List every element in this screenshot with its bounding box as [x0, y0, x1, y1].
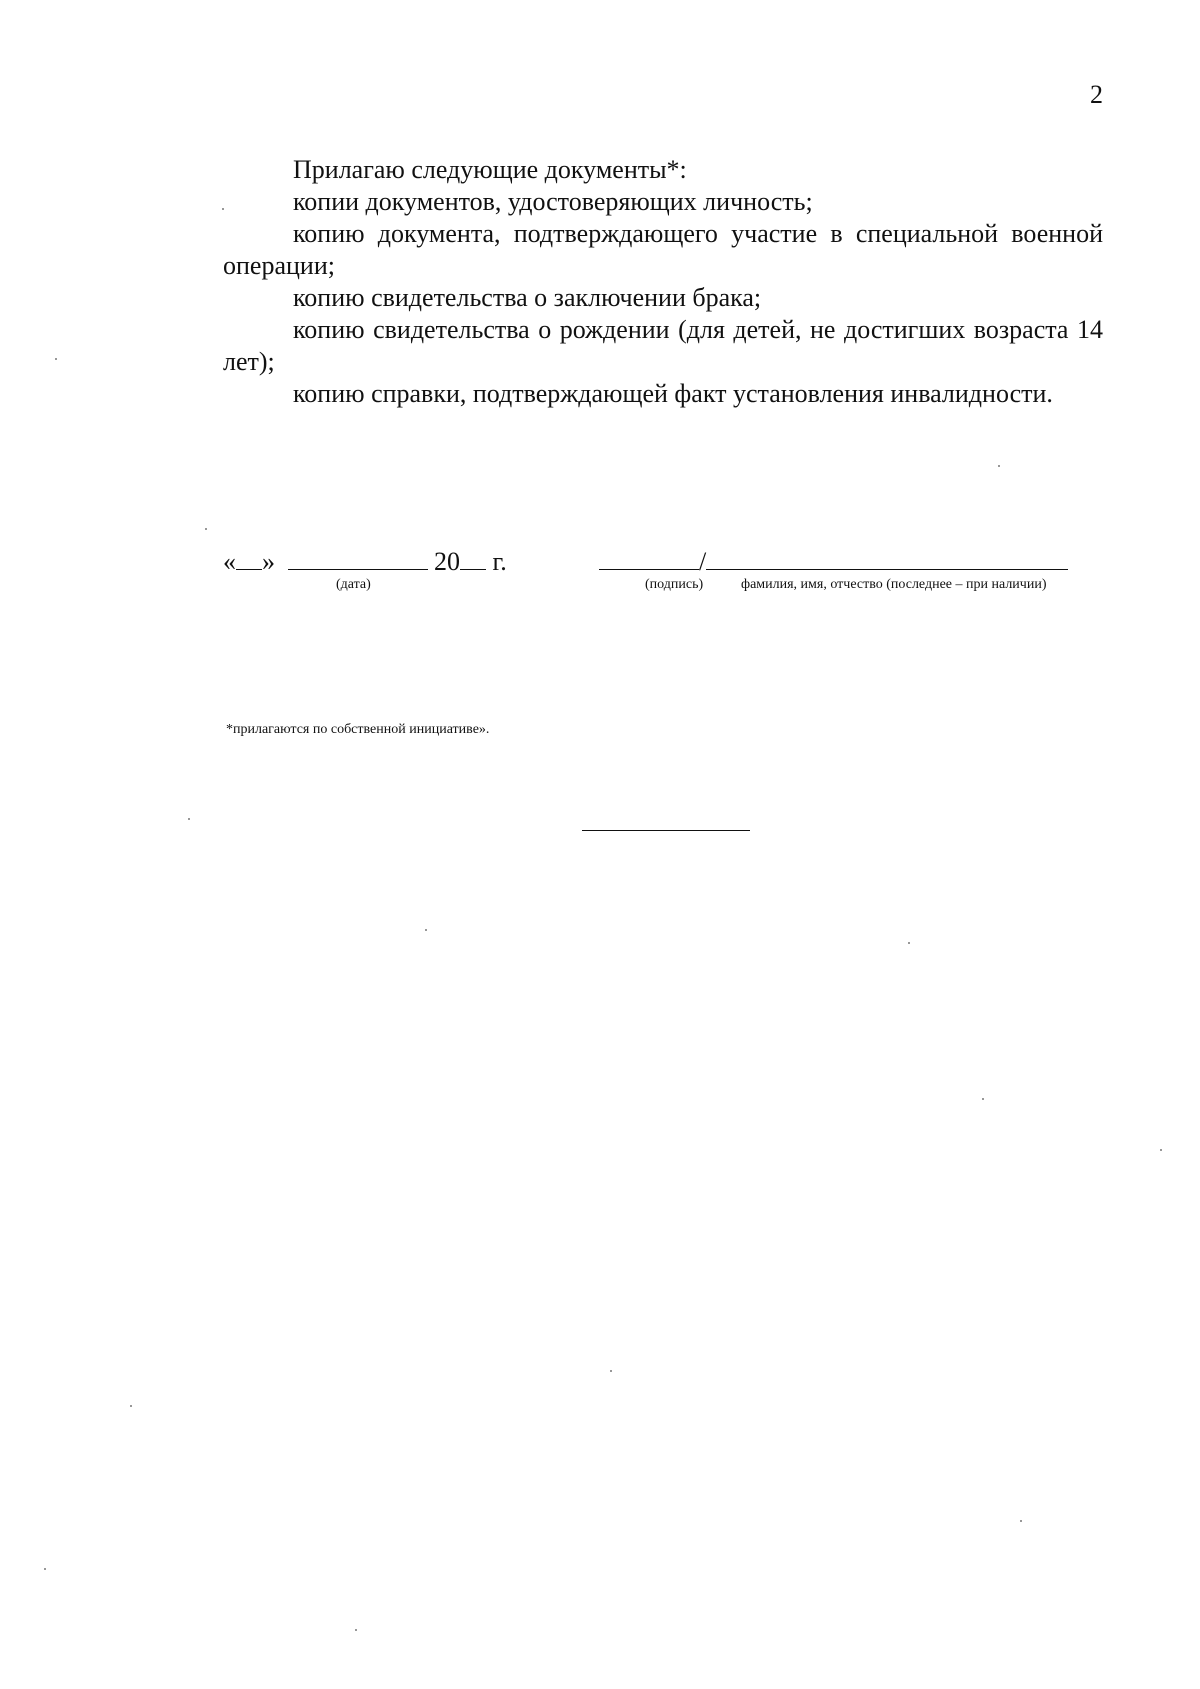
- signature-blank[interactable]: [599, 545, 699, 570]
- attachment-item-disability: копию справки, подтверждающей факт установления инвалидности.: [293, 379, 1053, 408]
- month-blank[interactable]: [288, 545, 428, 570]
- attachment-item-svo: копию документа, подтверждающего участие в специальной военной операции;: [223, 219, 1103, 280]
- year-blank[interactable]: [460, 545, 486, 570]
- signature-line: [599, 545, 1068, 577]
- scan-speck: [982, 1098, 984, 1100]
- date-caption: (дата): [336, 577, 371, 592]
- attachments-intro: Прилагаю следующие документы*:: [293, 155, 687, 184]
- scan-speck: [1160, 1149, 1162, 1151]
- signature-caption: (подпись): [645, 577, 704, 592]
- scan-speck: [188, 818, 190, 820]
- attachments-list: [223, 154, 1103, 410]
- year-prefix: 20: [434, 547, 460, 576]
- scan-speck: [425, 929, 427, 931]
- date-line: [223, 545, 507, 577]
- day-blank[interactable]: [236, 545, 262, 570]
- scan-speck: [222, 208, 224, 210]
- full-name-caption: фамилия, имя, отчество (последнее – при наличии): [741, 577, 1047, 592]
- page-number: 2: [1090, 80, 1103, 109]
- scan-speck: [130, 1405, 132, 1407]
- scan-speck: [1020, 1520, 1022, 1522]
- scan-speck: [205, 528, 207, 530]
- scan-speck: [998, 465, 1000, 467]
- year-suffix: г.: [492, 547, 507, 576]
- attachment-item-identity: копии документов, удостоверяющих личность;: [293, 187, 813, 216]
- scan-speck: [44, 1568, 46, 1570]
- footnote: *прилагаются по собственной инициативе».: [226, 722, 490, 737]
- scan-speck: [908, 942, 910, 944]
- date-open-quote: «: [223, 547, 236, 576]
- scan-speck: [610, 1370, 612, 1372]
- scan-speck: [355, 1629, 357, 1631]
- attachment-item-marriage: копию свидетельства о заключении брака;: [293, 283, 762, 312]
- attachment-item-birth: копию свидетельства о рождении (для детей, не достигших возраста 14 лет);: [223, 315, 1103, 376]
- full-name-blank[interactable]: [706, 545, 1068, 570]
- date-close-quote: »: [262, 547, 275, 576]
- end-of-document-rule: [582, 830, 750, 831]
- scan-speck: [55, 358, 57, 360]
- signature-slash: /: [699, 547, 707, 576]
